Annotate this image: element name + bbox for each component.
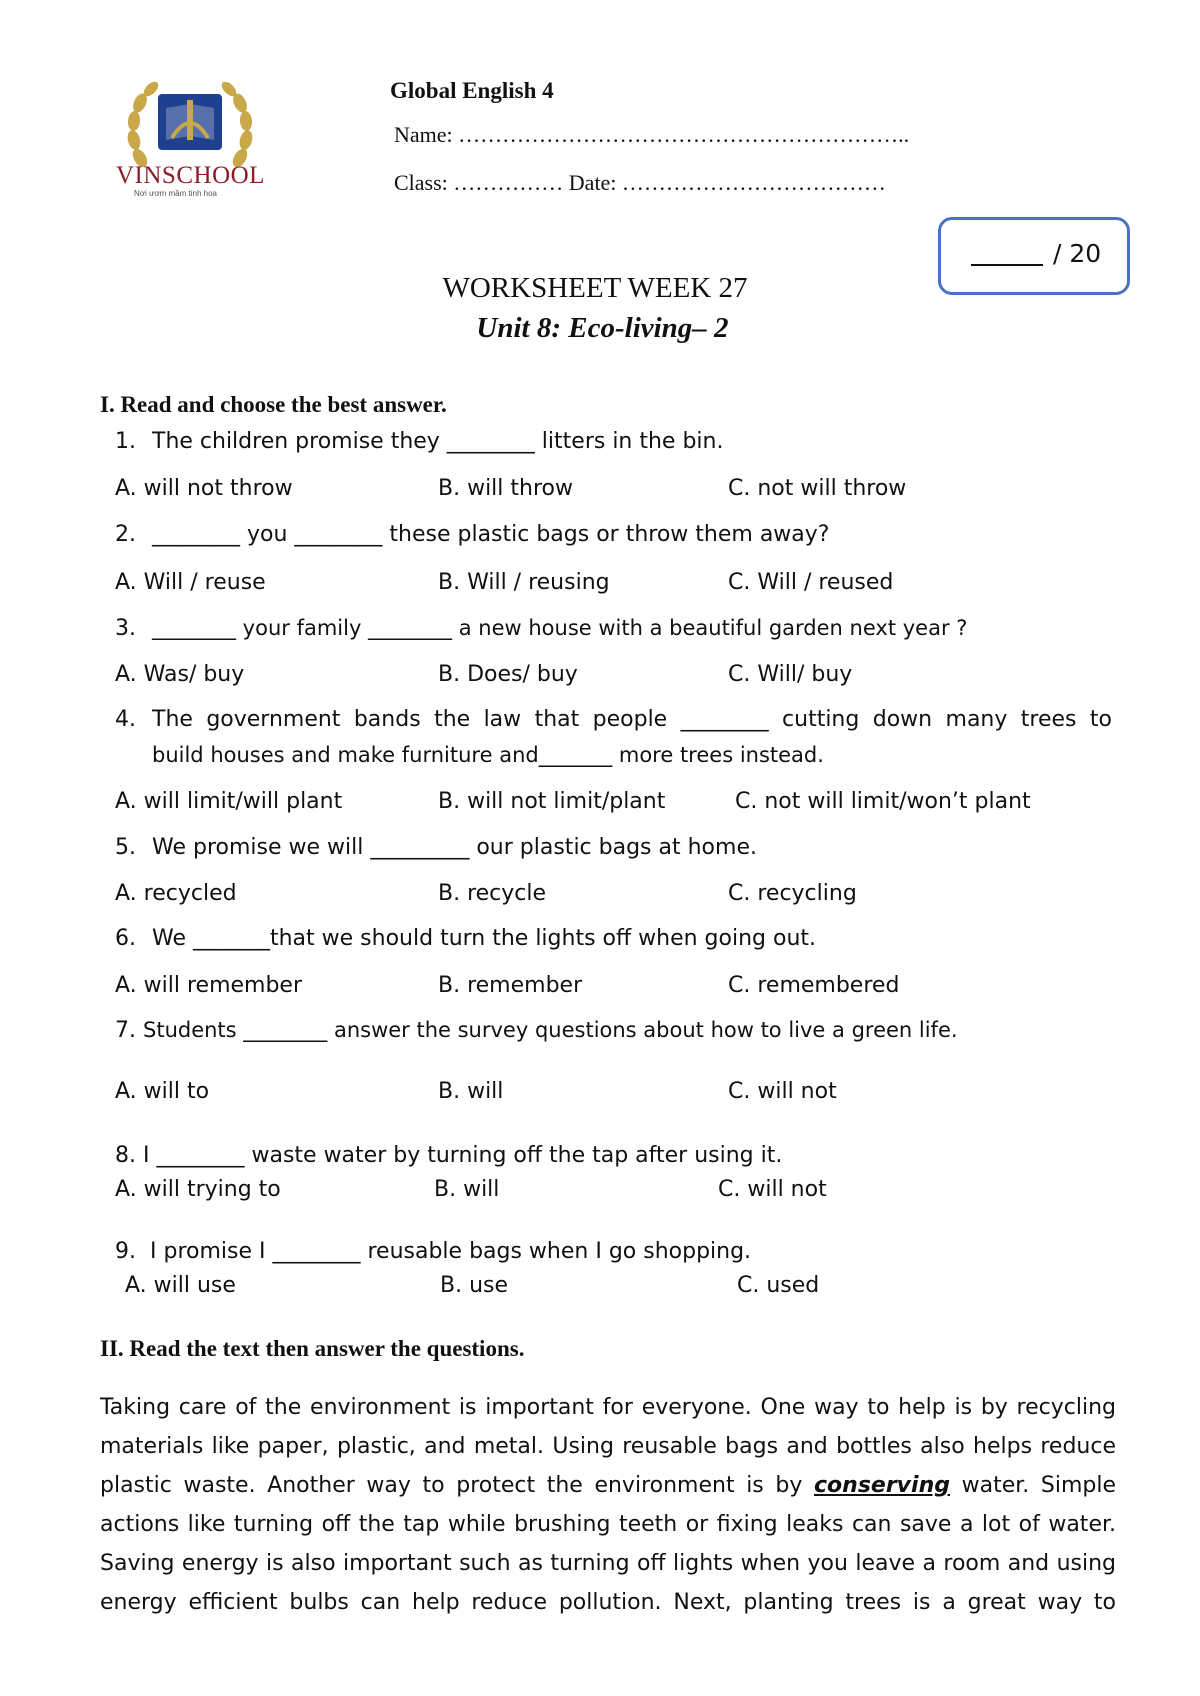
question-3-option-c: C. Will/ buy — [728, 662, 853, 687]
question-2-number: 2. — [115, 522, 136, 547]
question-2-option-a: A. Will / reuse — [115, 570, 266, 595]
score-label — [971, 238, 1101, 268]
question-6-text: We _______that we should turn the lights off when going out. — [152, 926, 817, 951]
question-4-line1: The government bands the law that people ________ cutting down many trees to — [152, 707, 1112, 732]
question-3-number: 3. — [115, 616, 136, 641]
question-9-option-a: A. will use — [125, 1273, 236, 1298]
question-8-option-a: A. will trying to — [115, 1177, 281, 1202]
passage-line-4: actions like turning off the tap while brushing teeth or fixing leaks can save a lot of water. — [100, 1512, 1116, 1537]
question-5-text: We promise we will _________ our plastic bags at home. — [152, 835, 757, 860]
name-field-line: Name: …………………………………………………….. — [394, 122, 910, 147]
question-1-text: The children promise they ________ litters in the bin. — [152, 429, 724, 454]
keyword-conserving: conserving — [814, 1473, 950, 1498]
passage-line-3 — [100, 1466, 1116, 1505]
question-4-text-line2: build houses and make furniture and_______ more trees instead. — [152, 743, 824, 767]
passage-line-2: materials like paper, plastic, and metal. Using reusable bags and bottles also helps reduce — [100, 1434, 1116, 1459]
question-4-number: 4. — [115, 707, 136, 732]
question-4-option-a: A. will limit/will plant — [115, 789, 343, 814]
score-blank — [971, 238, 1043, 266]
question-7-text: Students ________ answer the survey questions about how to live a green life. — [143, 1018, 958, 1042]
question-2-option-b: B. Will / reusing — [438, 570, 610, 595]
passage-line-3-end: water. Simple — [949, 1473, 1117, 1498]
reading-passage — [100, 1388, 1116, 1622]
question-6-number: 6. — [115, 926, 136, 951]
passage-line-5: Saving energy is also important such as turning off lights when you leave a room and using — [100, 1551, 1116, 1576]
question-6-option-b: B. remember — [438, 973, 583, 998]
logo-school-name: VINSCHOOL — [116, 162, 265, 189]
question-2-option-c: C. Will / reused — [728, 570, 894, 595]
question-1-option-c: C. not will throw — [728, 476, 907, 501]
question-8-number: 8. — [115, 1143, 136, 1168]
question-7-option-c: C. will not — [728, 1079, 837, 1104]
passage-line-6: energy efficient bulbs can help reduce pollution. Next, planting trees is a great way to — [100, 1590, 1116, 1615]
course-title: Global English 4 — [390, 78, 554, 103]
passage-line-3-start: plastic waste. Another way to protect the environment is by — [100, 1473, 814, 1498]
question-8-option-b: B. will — [434, 1177, 500, 1202]
question-7-option-a: A. will to — [115, 1079, 210, 1104]
question-6-option-c: C. remembered — [728, 973, 900, 998]
question-7-number: 7. — [115, 1018, 136, 1043]
question-8-text: I ________ waste water by turning off the tap after using it. — [143, 1143, 783, 1168]
question-7-option-b: B. will — [438, 1079, 504, 1104]
question-9-option-c: C. used — [737, 1273, 820, 1298]
question-1-option-b: B. will throw — [438, 476, 573, 501]
unit-subtitle: Unit 8: Eco-living– 2 — [476, 312, 729, 344]
logo-slogan: Nơi ươm mầm tinh hoa — [134, 189, 217, 198]
question-5-option-c: C. recycling — [728, 881, 857, 906]
question-5-option-b: B. recycle — [438, 881, 547, 906]
question-1-option-a: A. will not throw — [115, 476, 293, 501]
question-1-number: 1. — [115, 429, 136, 454]
question-2-text: ________ you ________ these plastic bags or throw them away? — [152, 522, 830, 547]
question-3-text: ________ your family ________ a new house with a beautiful garden next year ? — [152, 616, 968, 640]
question-3-option-a: A. Was/ buy — [115, 662, 245, 687]
question-4-option-c: C. not will limit/won’t plant — [735, 789, 1031, 814]
book-shield-icon — [158, 94, 222, 150]
question-4-text-line1 — [152, 707, 1112, 732]
section1-heading: I. Read and choose the best answer. — [100, 392, 447, 417]
question-5-option-a: A. recycled — [115, 881, 237, 906]
question-3-option-b: B. Does/ buy — [438, 662, 578, 687]
worksheet-title: WORKSHEET WEEK 27 — [442, 272, 748, 304]
section2-heading: II. Read the text then answer the questions. — [100, 1336, 525, 1361]
question-8-option-c: C. will not — [718, 1177, 827, 1202]
question-5-number: 5. — [115, 835, 136, 860]
class-date-field-line: Class: …………… Date: ……………………………… — [394, 170, 886, 195]
score-total: / 20 — [1053, 239, 1102, 268]
question-9-number: 9. — [115, 1239, 136, 1264]
passage-line-1: Taking care of the environment is important for everyone. One way to help is by recycling — [100, 1395, 1116, 1420]
question-6-option-a: A. will remember — [115, 973, 303, 998]
question-4-option-b: B. will not limit/plant — [438, 789, 666, 814]
question-9-option-b: B. use — [440, 1273, 509, 1298]
question-9-text: I promise I ________ reusable bags when I go shopping. — [150, 1239, 752, 1264]
